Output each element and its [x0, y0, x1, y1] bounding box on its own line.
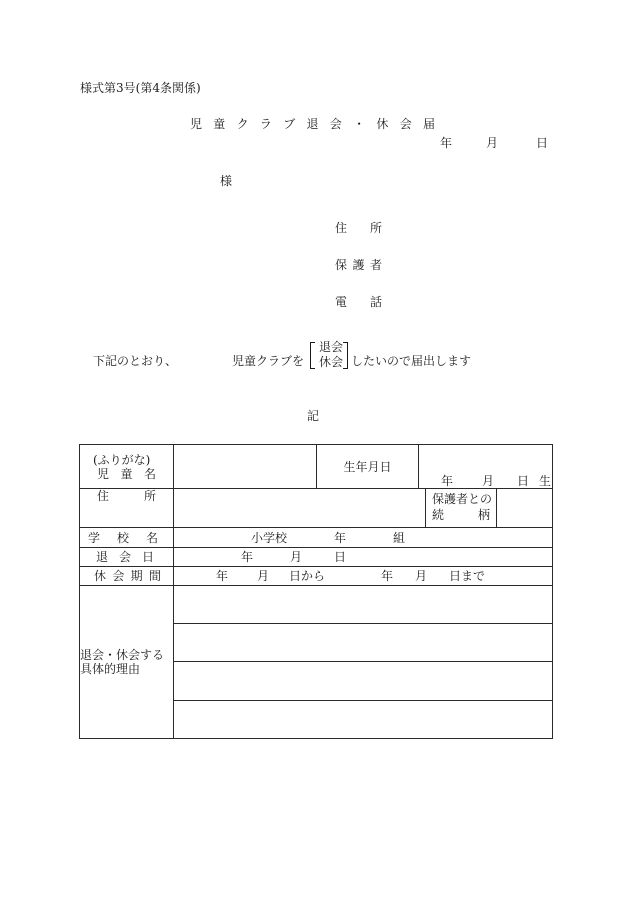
suspension-period-label: 休 会 期 間 — [94, 569, 161, 583]
school-label-cell — [80, 528, 174, 548]
applicant-address-label: 住 所 — [335, 221, 382, 235]
school-field — [174, 528, 553, 548]
birth-month-unit: 月 — [482, 474, 495, 488]
school-label: 学 校 名 — [88, 530, 158, 545]
suspension-end-year-unit: 年 — [381, 569, 394, 583]
withdrawal-date-field — [174, 548, 553, 567]
child-name-label: 児 童 名 — [97, 466, 156, 481]
address-label: 住 所 — [97, 489, 156, 503]
statement-club: 児童クラブを — [232, 354, 305, 368]
grade-unit: 年 — [334, 530, 347, 545]
suspension-period-field — [174, 567, 553, 586]
relation-field — [497, 489, 553, 528]
address-label-cell — [80, 489, 174, 528]
table-row-address — [80, 489, 553, 528]
suspension-end-day-unit: 日まで — [449, 569, 486, 583]
withdrawal-date-label: 退 会 日 — [96, 550, 154, 564]
statement-intro: 下記のとおり、 — [93, 354, 178, 368]
statement-closing: したいので届出します — [351, 354, 472, 368]
option-suspension: 休会 — [319, 355, 344, 369]
birth-date-label-cell — [317, 445, 419, 489]
reason-line-1 — [174, 586, 553, 624]
reason-label-line2: 具体的理由 — [80, 662, 141, 676]
table-row-reason — [80, 586, 553, 624]
child-name-field — [174, 445, 317, 489]
child-name-label-cell — [80, 445, 174, 489]
option-bracket-right — [343, 342, 348, 369]
table-row-suspension-period — [80, 567, 553, 586]
withdrawal-day-unit: 日 — [334, 550, 347, 564]
withdrawal-month-unit: 月 — [290, 550, 303, 564]
furigana-label: (ふりがな) — [93, 452, 151, 467]
table-row-child — [80, 445, 553, 489]
addressee-suffix: 様 — [220, 174, 233, 188]
header-date-day-unit: 日 — [536, 136, 549, 150]
birth-day-unit: 日 — [517, 474, 530, 488]
applicant-phone-label: 電 話 — [335, 295, 382, 309]
option-bracket-left — [310, 342, 315, 369]
suspension-start-year-unit: 年 — [216, 569, 229, 583]
birth-date-field — [419, 445, 553, 489]
form-table — [79, 444, 553, 739]
form-title: 児童クラブ退会・休会届 — [190, 117, 447, 131]
suspension-end-month-unit: 月 — [415, 569, 428, 583]
reason-line-2 — [174, 624, 553, 662]
birth-suffix: 生 — [539, 474, 552, 488]
reason-label-cell — [80, 586, 174, 739]
address-field — [174, 489, 426, 528]
birth-date-units — [419, 474, 552, 488]
withdrawal-year-unit: 年 — [241, 550, 254, 564]
reason-line-3 — [174, 662, 553, 701]
relation-label-line2: 続 柄 — [432, 508, 490, 522]
applicant-guardian-label: 保 護 者 — [335, 258, 382, 272]
birth-date-label: 生年月日 — [343, 459, 392, 474]
relation-label-line1: 保護者との — [432, 492, 493, 506]
withdrawal-date-label-cell — [80, 548, 174, 567]
suspension-period-label-cell — [80, 567, 174, 586]
relation-label-cell — [426, 489, 497, 528]
header-date-year-unit: 年 — [440, 136, 453, 150]
suspension-start-day-unit: 日から — [289, 569, 326, 583]
record-mark: 記 — [307, 409, 320, 423]
reason-label-line1: 退会・休会する — [80, 648, 165, 662]
reason-line-4 — [174, 701, 553, 739]
table-row-withdrawal-date — [80, 548, 553, 567]
school-unit: 小学校 — [251, 530, 288, 545]
class-unit: 組 — [393, 530, 406, 545]
form-number: 様式第3号(第4条関係) — [80, 81, 201, 95]
birth-year-unit: 年 — [441, 474, 454, 488]
header-date-month-unit: 月 — [486, 136, 499, 150]
suspension-start-month-unit: 月 — [257, 569, 270, 583]
table-row-school — [80, 528, 553, 548]
option-withdrawal: 退会 — [319, 340, 344, 354]
